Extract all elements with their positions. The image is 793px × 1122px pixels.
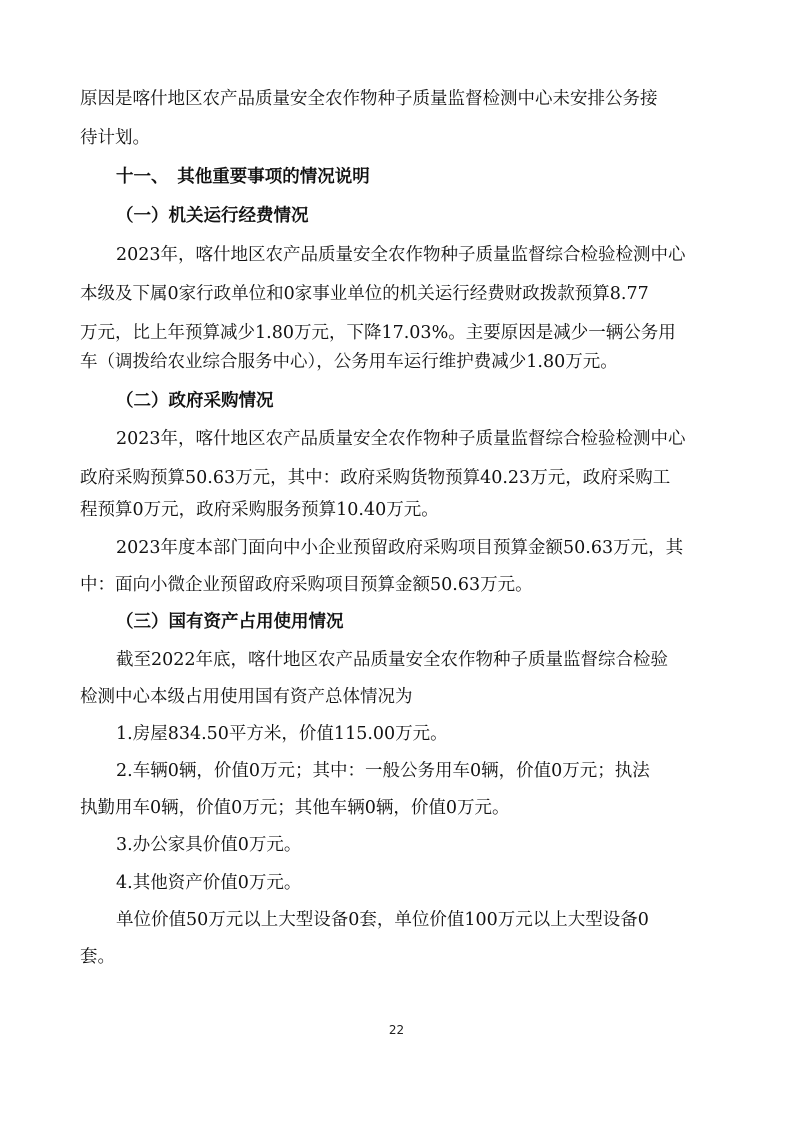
paragraph-line: 程预算0万元，政府采购服务预算10.40万元。 [80,500,439,520]
list-item: 1.房屋834.50平方米，价值115.00万元。 [116,724,448,744]
list-item: 4.其他资产价值0万元。 [116,873,302,893]
paragraph-line: 政府采购预算50.63万元，其中：政府采购货物预算40.23万元，政府采购工 [80,468,671,488]
paragraph-line: 套。 [80,947,115,967]
paragraph-line: 2023年度本部门面向中小企业预留政府采购项目预算金额50.63万元，其 [116,538,684,558]
paragraph-line: 车（调拨给农业综合服务中心），公务用车运行维护费减少1.80万元。 [80,352,618,372]
paragraph-line: 本级及下属0家行政单位和0家事业单位的机关运行经费财政拨款预算8.77 [80,284,649,304]
paragraph-line: 执勤用车0辆，价值0万元；其他车辆0辆，价值0万元。 [80,798,510,818]
subsection-heading: （二）政府采购情况 [116,391,274,411]
page-number: 22 [388,1023,405,1037]
paragraph-line: 待计划。 [80,128,150,148]
list-item: 3.办公家具价值0万元。 [116,835,302,855]
paragraph-line: 2023年，喀什地区农产品质量安全农作物种子质量监督综合检验检测中心 [116,429,686,449]
paragraph-line: 截至2022年底，喀什地区农产品质量安全农作物种子质量监督综合检验 [116,650,669,670]
subsection-heading: （三）国有资产占用使用情况 [116,612,344,632]
paragraph-line: 原因是喀什地区农产品质量安全农作物种子质量监督检测中心未安排公务接 [80,89,658,109]
paragraph-line: 中：面向小微企业预留政府采购项目预算金额50.63万元。 [80,575,533,595]
paragraph-line: 检测中心本级占用使用国有资产总体情况为 [80,687,413,707]
paragraph-line: 2023年，喀什地区农产品质量安全农作物种子质量监督综合检验检测中心 [116,245,686,265]
paragraph-line: 单位价值50万元以上大型设备0套，单位价值100万元以上大型设备0 [116,910,649,930]
paragraph-line: 万元，比上年预算减少1.80万元，下降17.03%。主要原因是减少一辆公务用 [80,323,676,343]
subsection-heading: （一）机关运行经费情况 [116,206,309,226]
section-heading: 十一、 其他重要事项的情况说明 [116,167,370,187]
list-item: 2.车辆0辆，价值0万元；其中：一般公务用车0辆，价值0万元；执法 [116,761,650,781]
